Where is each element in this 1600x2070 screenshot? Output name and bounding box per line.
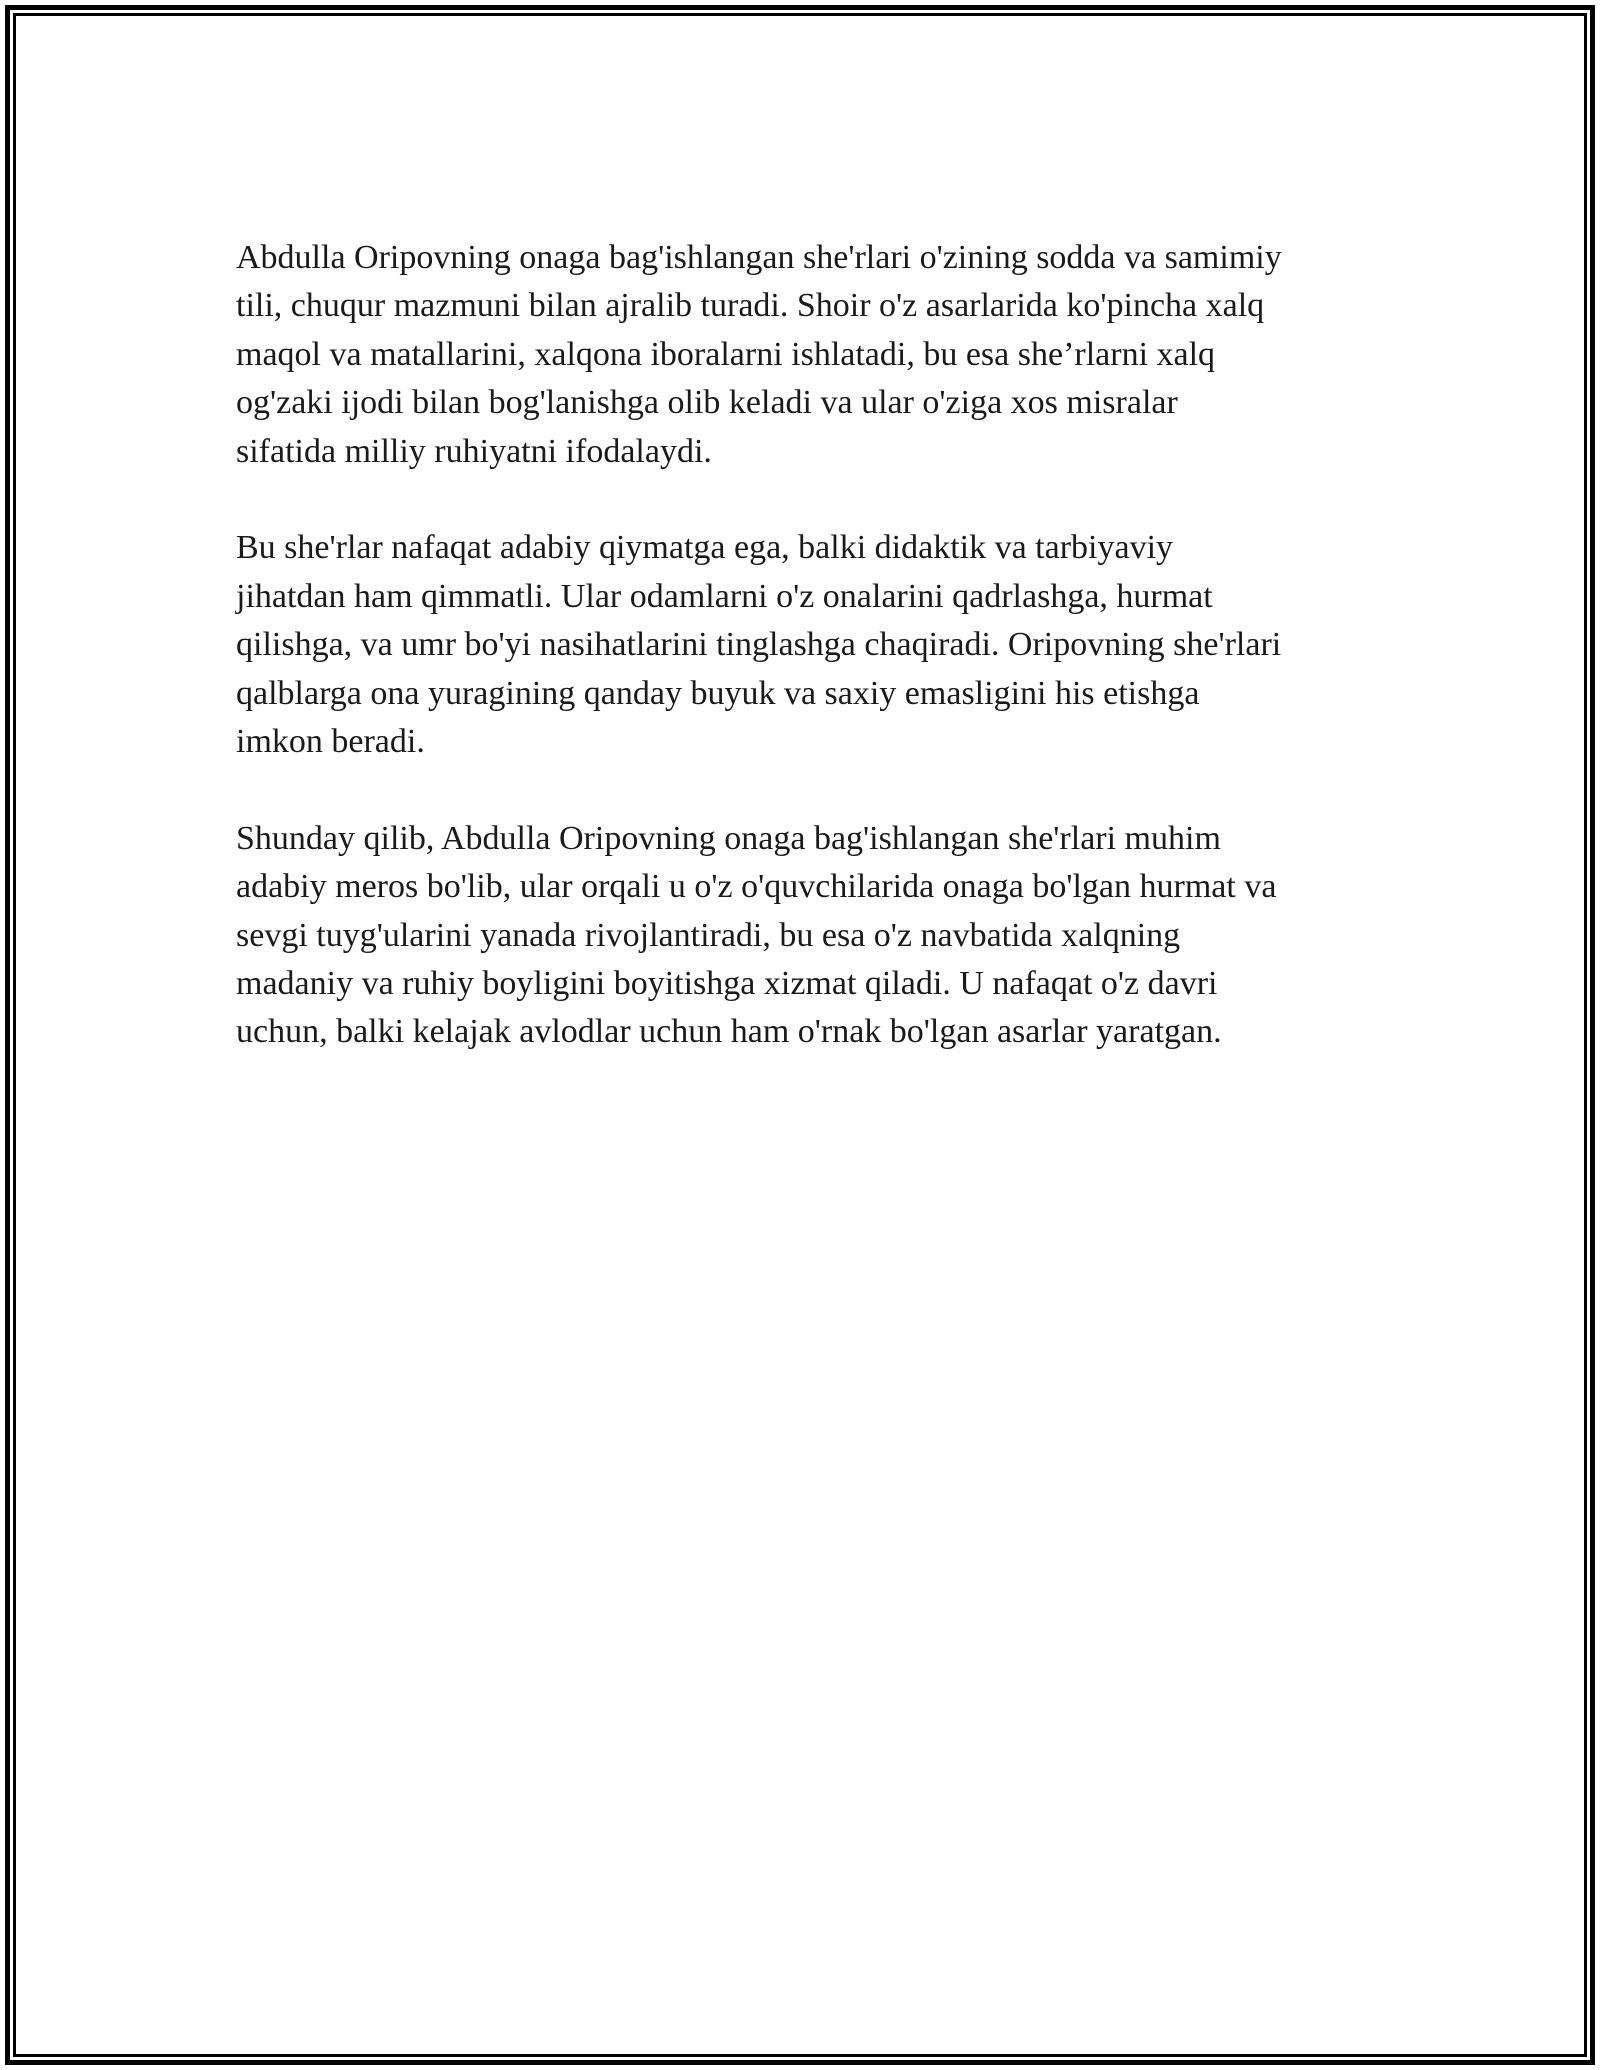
paragraph-line: imkon beradi. <box>236 723 425 761</box>
paragraph-1 <box>236 234 1376 476</box>
paragraph-line: qilishga, va umr bo'yi nasihatlarini tinglashga chaqiradi. Oripovning she'rlari <box>236 626 1282 664</box>
paragraph-line: qalblarga ona yuragining qanday buyuk va saxiy emasligini his etishga <box>236 674 1200 712</box>
paragraph-line: Abdulla Oripovning onaga bag'ishlangan she'rlari o'zining sodda va samimiy <box>236 239 1282 276</box>
paragraph-line: sevgi tuyg'ularini yanada rivojlantiradi, bu esa o'z navbatida xalqning <box>236 916 1181 954</box>
paragraph-line: og'zaki ijodi bilan bog'lanishga olib keladi va ular o'ziga xos misralar <box>236 384 1178 422</box>
paragraph-2 <box>236 524 1376 766</box>
paragraph-line: Bu she'rlar nafaqat adabiy qiymatga ega, balki didaktik va tarbiyaviy <box>236 529 1174 567</box>
paragraph-line: madaniy va ruhiy boyligini boyitishga xizmat qiladi. U nafaqat o'z davri <box>236 965 1218 1003</box>
document-body <box>236 234 1376 1105</box>
paragraph-line: Shunday qilib, Abdulla Oripovning onaga bag'ishlangan she'rlari muhim <box>236 819 1221 857</box>
paragraph-line: tili, chuqur mazmuni bilan ajralib turadi. Shoir o'z asarlarida ko'pincha xalq <box>236 287 1265 325</box>
paragraph-3 <box>236 815 1376 1057</box>
paragraph-line: adabiy meros bo'lib, ular orqali u o'z o'quvchilarida onaga bo'lgan hurmat va <box>236 868 1277 906</box>
paragraph-line: jihatdan ham qimmatli. Ular odamlarni o'z onalarini qadrlashga, hurmat <box>236 577 1213 615</box>
paragraph-line: uchun, balki kelajak avlodlar uchun ham o'rnak bo'lgan asarlar yaratgan. <box>236 1013 1222 1051</box>
paragraph-line: maqol va matallarini, xalqona iboralarni ishlatadi, bu esa she’rlarni xalq <box>236 335 1216 373</box>
paragraph-line: sifatida milliy ruhiyatni ifodalaydi. <box>236 432 712 470</box>
